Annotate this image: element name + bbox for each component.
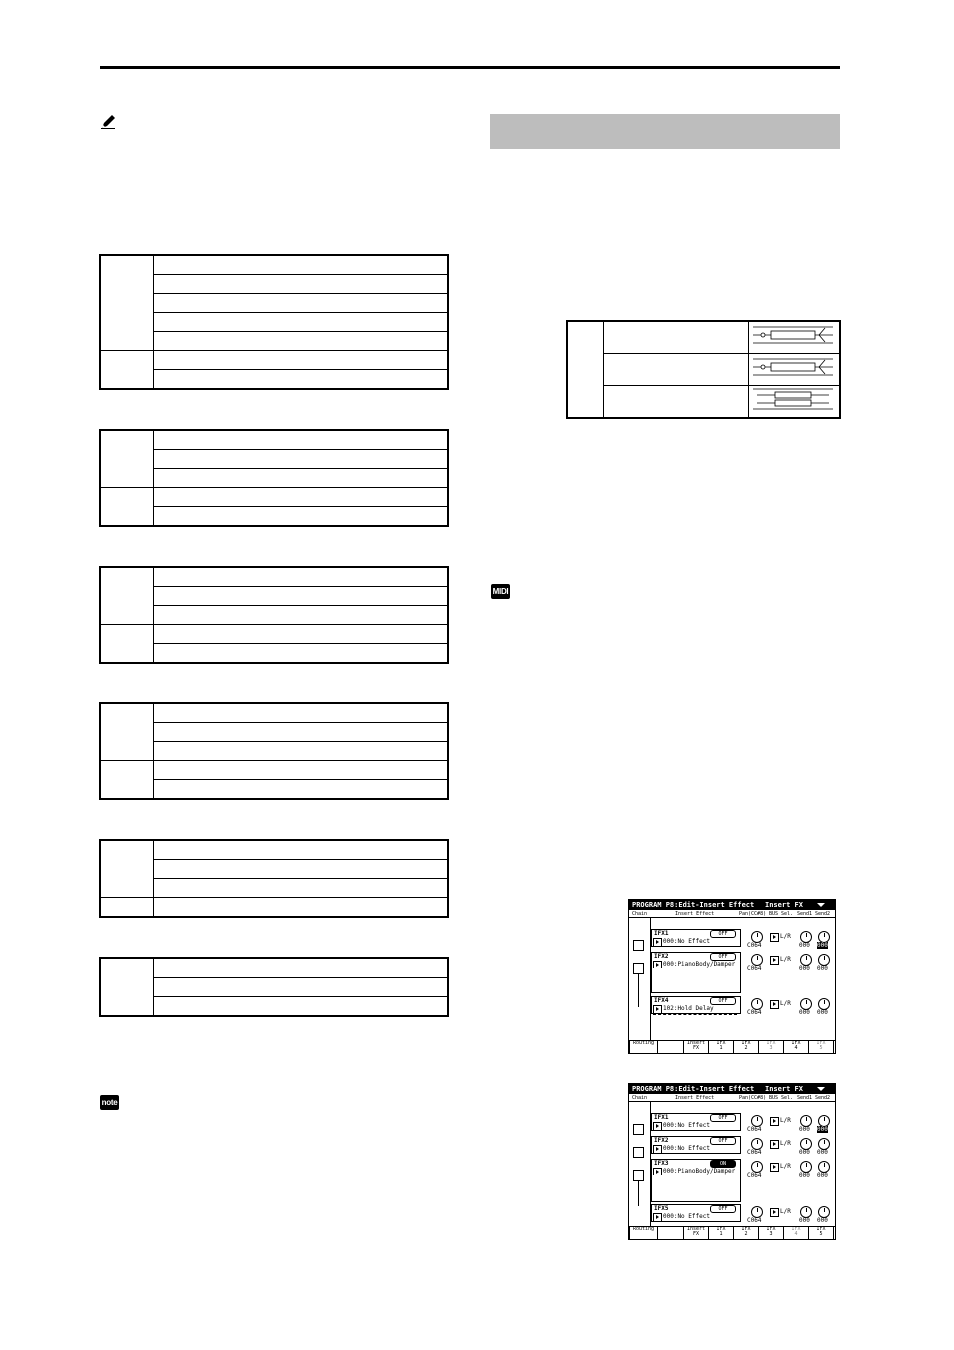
effect-name: 000:PianoBody/Damper	[663, 1168, 736, 1175]
tab-ifx2[interactable]: IFX 2	[733, 1041, 759, 1054]
bus-value: L/R	[780, 1000, 791, 1007]
ifx-label: IFX3	[654, 1160, 669, 1167]
parameter-table-2	[99, 429, 449, 527]
lcd-screen-1	[628, 899, 836, 1054]
bus-select-icon[interactable]	[770, 1163, 779, 1172]
parameter-table-4	[99, 702, 449, 800]
ifx-label: IFX5	[654, 1205, 669, 1212]
mono-in-stereo-out-diagram-2	[749, 354, 837, 380]
lcd-titlebar	[629, 900, 835, 910]
ifx-onoff-button[interactable]: OFF	[710, 1205, 736, 1213]
effect-select-icon[interactable]	[653, 1005, 662, 1014]
parameter-table-3	[99, 566, 449, 664]
header-pan: Pan(CC#8)	[739, 911, 767, 917]
effect-select-icon[interactable]	[653, 1122, 662, 1131]
chain-box[interactable]	[633, 940, 644, 951]
section-header-bar	[490, 114, 840, 149]
bus-select-icon[interactable]	[770, 1117, 779, 1126]
header-pan: Pan(CC#8)	[739, 1095, 767, 1101]
header-send2: Send2	[815, 911, 831, 917]
effect-name: 000:No Effect	[663, 1213, 710, 1220]
bus-value: L/R	[780, 956, 791, 963]
tab-ifx3[interactable]: IFX 3	[758, 1227, 784, 1240]
parameter-table-6	[99, 957, 449, 1017]
send2-value: 000	[817, 1149, 828, 1156]
tab-ifx4[interactable]: IFX 4	[783, 1227, 809, 1240]
tab-ifx5[interactable]: IFX 5	[808, 1227, 834, 1240]
ifx-slot-3-area	[651, 968, 741, 993]
stereo-in-stereo-out-diagram	[749, 386, 837, 412]
chain-box[interactable]	[633, 1147, 644, 1158]
ifx-slot-4-area	[651, 1175, 741, 1202]
tab-ifx4[interactable]: IFX 4	[783, 1041, 809, 1054]
effect-name: 102:Hold Delay	[663, 1005, 714, 1012]
bus-value: L/R	[780, 1163, 791, 1170]
pan-value: C064	[747, 942, 762, 949]
effect-select-icon[interactable]	[653, 1213, 662, 1222]
ifx-onoff-button[interactable]: OFF	[710, 953, 736, 961]
send2-value: 000	[817, 1172, 828, 1179]
page-name: Insert FX	[765, 1085, 803, 1093]
send1-value: 000	[799, 1009, 810, 1016]
bus-select-icon[interactable]	[770, 1000, 779, 1009]
effect-name: 000:No Effect	[663, 1122, 710, 1129]
send1-value: 000	[799, 1126, 810, 1133]
header-chain: Chain	[632, 1095, 648, 1101]
tab-insert-fx[interactable]: Insert FX	[683, 1041, 709, 1054]
send1-value: 000	[799, 1149, 810, 1156]
lcd-screen-2	[628, 1083, 836, 1240]
bus-select-icon[interactable]	[770, 956, 779, 965]
send2-value: 000	[817, 965, 828, 972]
pan-value: C064	[747, 1149, 762, 1156]
effect-name: 000:No Effect	[663, 938, 710, 945]
header-send1: Send1	[797, 911, 813, 917]
pan-value: C064	[747, 1009, 762, 1016]
page-name: Insert FX	[765, 901, 803, 909]
bus-select-icon[interactable]	[770, 1208, 779, 1217]
send1-value: 000	[799, 965, 810, 972]
effect-select-icon[interactable]	[653, 938, 662, 947]
page-menu-icon[interactable]	[817, 903, 825, 907]
lcd-titlebar	[629, 1084, 835, 1094]
effect-name: 000:No Effect	[663, 1145, 710, 1152]
header-insert-effect: Insert Effect	[675, 1095, 715, 1101]
bus-value: L/R	[780, 1117, 791, 1124]
chain-box[interactable]	[633, 1124, 644, 1135]
send2-value[interactable]: 000	[817, 1126, 828, 1133]
ifx-onoff-button[interactable]: OFF	[710, 1137, 736, 1145]
midi-icon: MIDI	[491, 584, 510, 599]
tab-ifx1[interactable]: IFX 1	[708, 1227, 734, 1240]
send1-value: 000	[799, 1172, 810, 1179]
ifx-label: IFX1	[654, 930, 669, 937]
effect-select-icon[interactable]	[653, 1145, 662, 1154]
ifx-label: IFX4	[654, 997, 669, 1004]
tab-routing[interactable]: Routing	[629, 1041, 658, 1054]
header-bus: BUS Sel.	[769, 911, 794, 917]
mono-in-stereo-out-diagram	[749, 322, 837, 348]
send1-value: 000	[799, 1217, 810, 1224]
ifx-onoff-button[interactable]: OFF	[710, 997, 736, 1005]
bus-select-icon[interactable]	[770, 933, 779, 942]
page-top-rule	[100, 66, 840, 69]
header-send1: Send1	[797, 1095, 813, 1101]
page-menu-icon[interactable]	[817, 1087, 825, 1091]
header-send2: Send2	[815, 1095, 831, 1101]
pan-value: C064	[747, 965, 762, 972]
tab-bar	[629, 1040, 835, 1053]
ifx-onoff-button[interactable]: OFF	[710, 930, 736, 938]
pan-value: C064	[747, 1172, 762, 1179]
effect-name: 000:PianoBody/Damper	[663, 961, 736, 968]
send2-value[interactable]: 000	[817, 942, 828, 949]
bus-value: L/R	[780, 1208, 791, 1215]
tab-insert-fx[interactable]: Insert FX	[683, 1227, 709, 1240]
note-icon: note	[100, 1095, 119, 1110]
pencil-caution-icon	[100, 113, 116, 129]
bus-select-icon[interactable]	[770, 1140, 779, 1149]
screen-title: PROGRAM P8:Edit-Insert Effect	[632, 1085, 755, 1093]
tab-bar	[629, 1226, 835, 1239]
tab-routing[interactable]: Routing	[629, 1227, 658, 1240]
send2-value: 000	[817, 1217, 828, 1224]
ifx-label: IFX1	[654, 1114, 669, 1121]
header-chain: Chain	[632, 911, 648, 917]
tab-ifx2[interactable]: IFX 2	[733, 1227, 759, 1240]
ifx-label: IFX2	[654, 953, 669, 960]
send1-value: 000	[799, 942, 810, 949]
bus-value: L/R	[780, 933, 791, 940]
tab-ifx1[interactable]: IFX 1	[708, 1041, 734, 1054]
tab-ifx3[interactable]: IFX 3	[758, 1041, 784, 1054]
ifx-label: IFX2	[654, 1137, 669, 1144]
send2-value: 000	[817, 1009, 828, 1016]
pan-value: C064	[747, 1217, 762, 1224]
screen-title: PROGRAM P8:Edit-Insert Effect	[632, 901, 755, 909]
tab-ifx5[interactable]: IFX 5	[808, 1041, 834, 1054]
header-insert-effect: Insert Effect	[675, 911, 715, 917]
ifx-onoff-button[interactable]: OFF	[710, 1114, 736, 1122]
pan-value: C064	[747, 1126, 762, 1133]
parameter-table-5	[99, 839, 449, 918]
ifx-onoff-button[interactable]: ON	[710, 1160, 736, 1168]
parameter-table-1	[99, 254, 449, 390]
header-bus: BUS Sel.	[769, 1095, 794, 1101]
fx-routing-table	[566, 320, 841, 419]
bus-value: L/R	[780, 1140, 791, 1147]
